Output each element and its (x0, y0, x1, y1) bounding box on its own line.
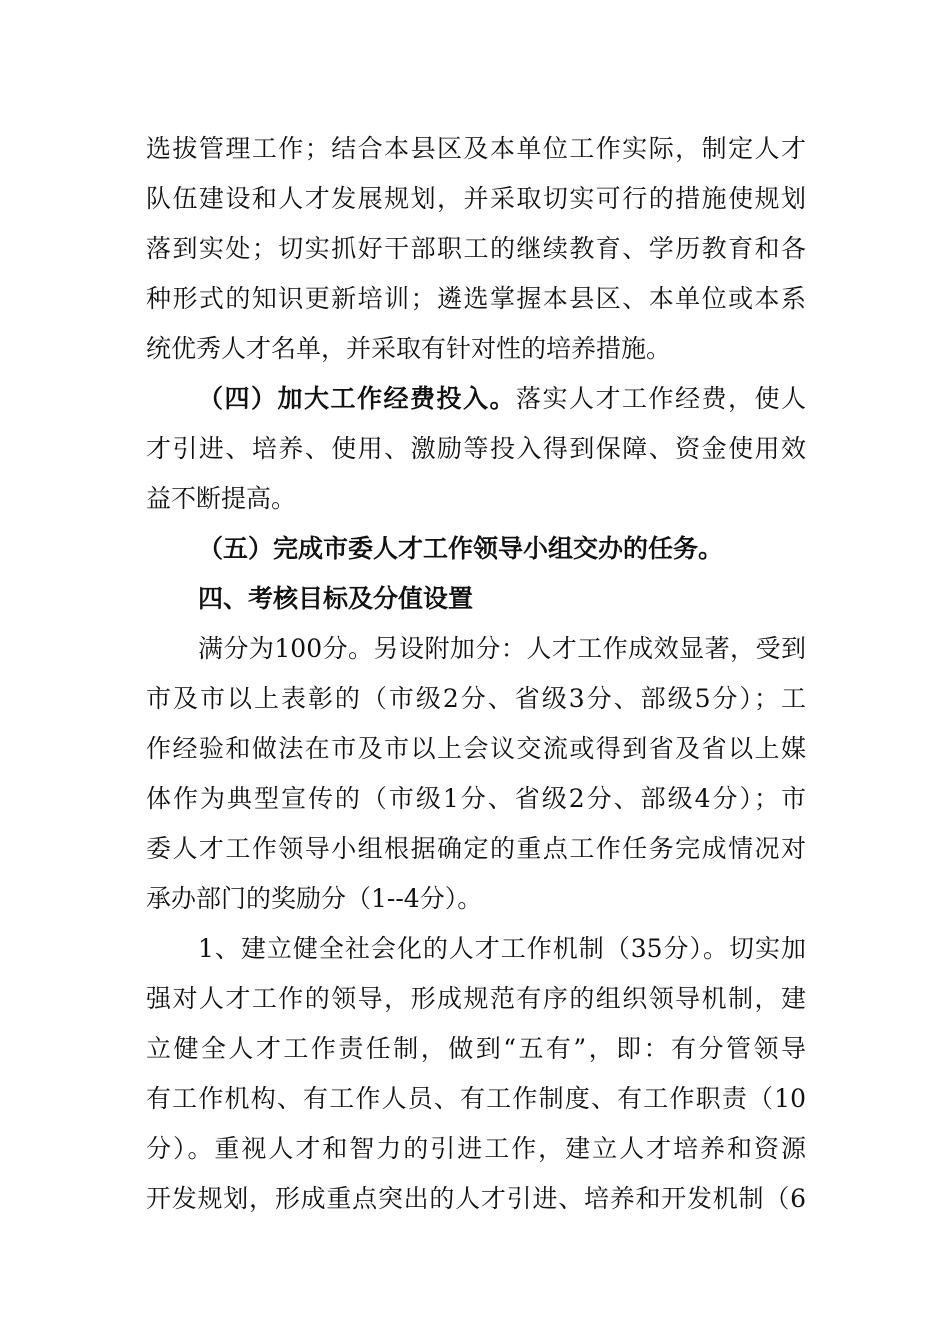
text-line: 开发规划，形成重点突出的人才引进、培养和开发机制（6 (146, 1184, 806, 1213)
text-line: 立健全人才工作责任制，做到“五有”，即：有分管领导 (146, 1034, 806, 1063)
text-line: 承办部门的奖励分（1--4分）。 (146, 884, 483, 913)
text-line: 满分为100分。另设附加分：人才工作成效显著，受到 (198, 634, 806, 663)
text-line: 才引进、培养、使用、激励等投入得到保障、资金使用效 (146, 434, 806, 463)
text-line: 1、建立健全社会化的人才工作机制（35分）。切实加 (198, 934, 806, 963)
text-line: 队伍建设和人才发展规划，并采取切实可行的措施使规划 (146, 184, 806, 213)
text-line (146, 374, 806, 424)
document-body (146, 124, 806, 1224)
text-run: 落实人才工作经费，使人 (515, 384, 806, 413)
text-line: 市及市以上表彰的（市级2分、省级3分、部级5分）；工 (146, 684, 806, 713)
text-line: 有工作机构、有工作人员、有工作制度、有工作职责（10 (146, 1084, 806, 1113)
text-line: 选拔管理工作；结合本县区及本单位工作实际，制定人才 (146, 134, 806, 163)
section-heading: 四、考核目标及分值设置 (198, 584, 474, 613)
subheading-funding: （四）加大工作经费投入。 (198, 384, 516, 413)
subheading-tasks: （五）完成市委人才工作领导小组交办的任务。 (198, 534, 724, 563)
text-line: 委人才工作领导小组根据确定的重点工作任务完成情况对 (146, 834, 806, 863)
text-line: 益不断提高。 (146, 484, 297, 513)
paragraph-continuation (146, 124, 806, 374)
text-line: 落到实处；切实抓好干部职工的继续教育、学历教育和各 (146, 234, 806, 263)
text-line: 种形式的知识更新培训；遴选掌握本县区、本单位或本系 (146, 284, 806, 313)
paragraph-scoring (146, 624, 806, 924)
text-line: 作经验和做法在市及市以上会议交流或得到省及省以上媒 (146, 734, 806, 763)
text-line: 体作为典型宣传的（市级1分、省级2分、部级4分）；市 (146, 784, 806, 813)
paragraph-tasks (146, 524, 806, 574)
text-line: 统优秀人才名单，并采取有针对性的培养措施。 (146, 334, 672, 363)
text-line: 强对人才工作的领导，形成规范有序的组织领导机制，建 (146, 984, 806, 1013)
text-line: 分）。重视人才和智力的引进工作，建立人才培养和资源 (146, 1134, 806, 1163)
section (146, 574, 806, 624)
paragraph-mechanism (146, 924, 806, 1224)
paragraph-funding (146, 374, 806, 524)
